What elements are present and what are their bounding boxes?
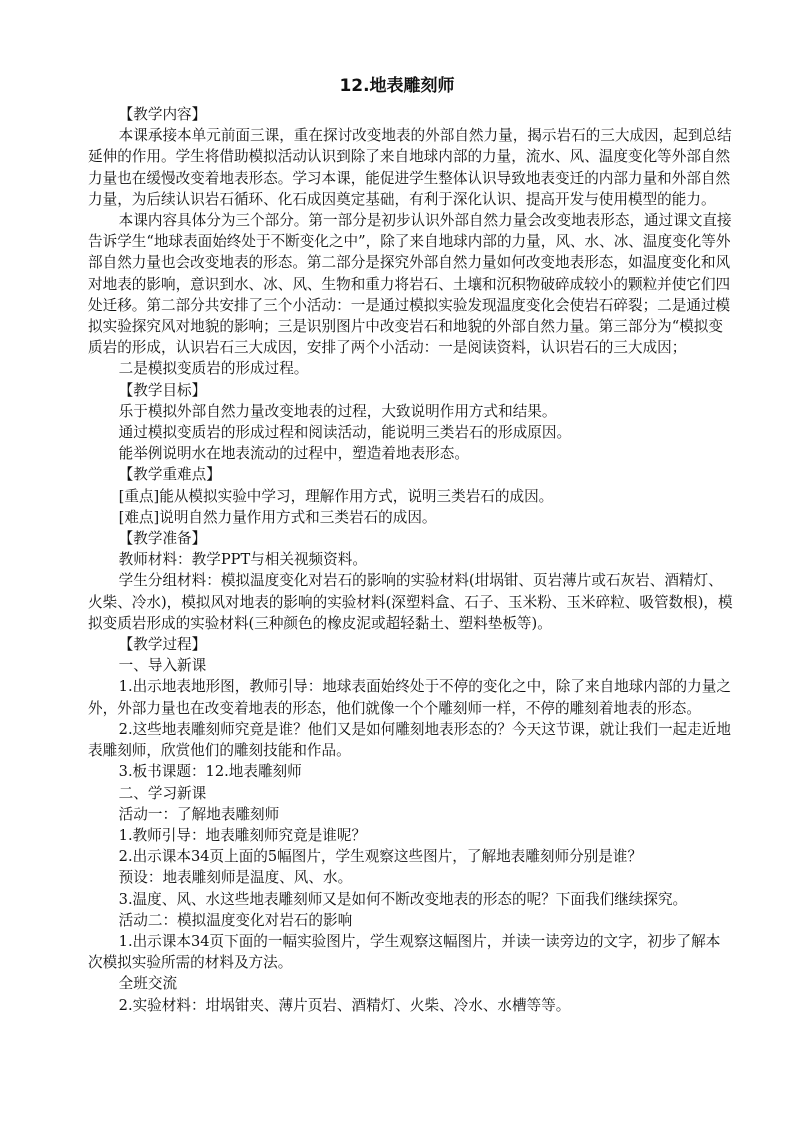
paragraph-structure: 本课内容具体分为三个部分。第一部分是初步认识外部自然力量会改变地表形态，通过课文直接告诉学生“地球表面始终处于不断变化之中”，除了来自地球内部的力量，风、水、冰、温度变化等外部自然力量也会改变地表的形态。第二部分是探究外部自然力量如何改变地表形态，如温度变化和风对地表的影响，意识到水、冰、风、生物和重力将岩石、土壤和沉积物破碎成较小的颗粒并使它们四处迁移。第二部分共安排了三个小活动：一是通过模拟实验发现温度变化会使岩石碎裂；二是通过模拟实验探究风对地貌的影响；三是识别图片中改变岩石和地貌的外部自然力量。第三部分为“模拟变质岩的形成，认识岩石三大成因，安排了两个小活动：一是阅读资料，认识岩石的三大成因；: [88, 212, 732, 357]
section-heading-process: 【教学过程】: [118, 636, 207, 654]
difficulty-item: [难点]说明自然力量作用方式和三类岩石的成因。: [118, 508, 437, 526]
step-item: 2.出示课本34页上面的5幅图片，学生观察这些图片，了解地表雕刻师分别是谁？: [118, 848, 643, 866]
step-item: 2.实验材料：坩埚钳夹、薄片页岩、酒精灯、火柴、冷水、水槽等等。: [118, 996, 571, 1014]
key-point-item: [重点]能从模拟实验中学习，理解作用方式，说明三类岩石的成因。: [118, 487, 554, 505]
step-item: 1.教师引导：地表雕刻师究竟是谁呢？: [118, 826, 367, 844]
section-heading-goals: 【教学目标】: [118, 381, 207, 399]
step-item: 3.温度、风、水这些地表雕刻师又是如何不断改变地表的形态的呢？下面我们继续探究。: [118, 890, 688, 908]
teacher-materials: 教师材料：教学PPT与相关视频资料。: [118, 551, 367, 569]
step-item: 3.板书课题：12.地表雕刻师: [118, 763, 302, 781]
subheading-new-lesson: 二、学习新课: [118, 784, 207, 802]
student-materials: 学生分组材料：模拟温度变化对岩石的影响的实验材料(坩埚钳、页岩薄片或石灰岩、酒精灯、火柴、冷水)，模拟风对地表的影响的实验材料(深塑料盒、石子、玉米粉、玉米碎粒、吸管数根)，模拟变质岩形成的实验材料(三种颜色的橡皮泥或超轻黏土、塑料垫板等)。: [88, 572, 733, 632]
step-item: 1.出示课本34页下面的一幅实验图片，学生观察这幅图片，并读一读旁边的文字，初步了解本次模拟实验所需的材料及方法。: [88, 932, 721, 972]
document-body: [88, 104, 733, 1016]
goal-item: 乐于模拟外部自然力量改变地表的过程，大致说明作用方式和结果。: [118, 402, 557, 420]
step-item: 1.出示地表地形图，教师引导：地球表面始终处于不停的变化之中，除了来自地球内部的力量之外，外部力量也在改变着地表的形态，他们就像一个个雕刻师一样，不停的雕刻着地表的形态。: [88, 678, 731, 717]
goal-item: 通过模拟变质岩的形成过程和阅读活动，能说明三类岩石的形成原因。: [118, 424, 572, 442]
activity-heading: 活动二：模拟温度变化对岩石的影响: [118, 911, 353, 929]
page-title: 12.地表雕刻师: [339, 76, 455, 96]
subheading-intro: 一、导入新课: [118, 657, 207, 675]
paragraph-overview: 本课承接本单元前面三课，重在探讨改变地表的外部自然力量，揭示岩石的三大成因，起到总结延伸的作用。学生将借助模拟活动认识到除了来自地球内部的力量，流水、风、温度变化等外部自然力量也在缓慢改变着地表形态。学习本课，能促进学生整体认识导致地表变迁的内部力量和外部自然力量，为后续认识岩石循环、化石成因奠定基础，有利于深化认识、提高开发与使用模型的能力。: [88, 127, 732, 208]
activity-heading: 活动一：了解地表雕刻师: [118, 805, 280, 823]
section-heading-preparation: 【教学准备】: [118, 530, 207, 548]
goal-item: 能举例说明水在地表流动的过程中，塑造着地表形态。: [118, 445, 469, 463]
step-item: 2.这些地表雕刻师究竟是谁？他们又是如何雕刻地表形态的？今天这节课，就让我们一起走近地表雕刻师，欣赏他们的雕刻技能和作品。: [88, 720, 731, 760]
step-item: 全班交流: [118, 975, 178, 993]
section-heading-content: 【教学内容】: [118, 106, 207, 123]
step-item: 预设：地表雕刻师是温度、风、水。: [118, 869, 353, 887]
paragraph-structure-end: 二是模拟变质岩的形成过程。: [118, 360, 309, 378]
section-heading-key-points: 【教学重难点】: [118, 466, 221, 484]
